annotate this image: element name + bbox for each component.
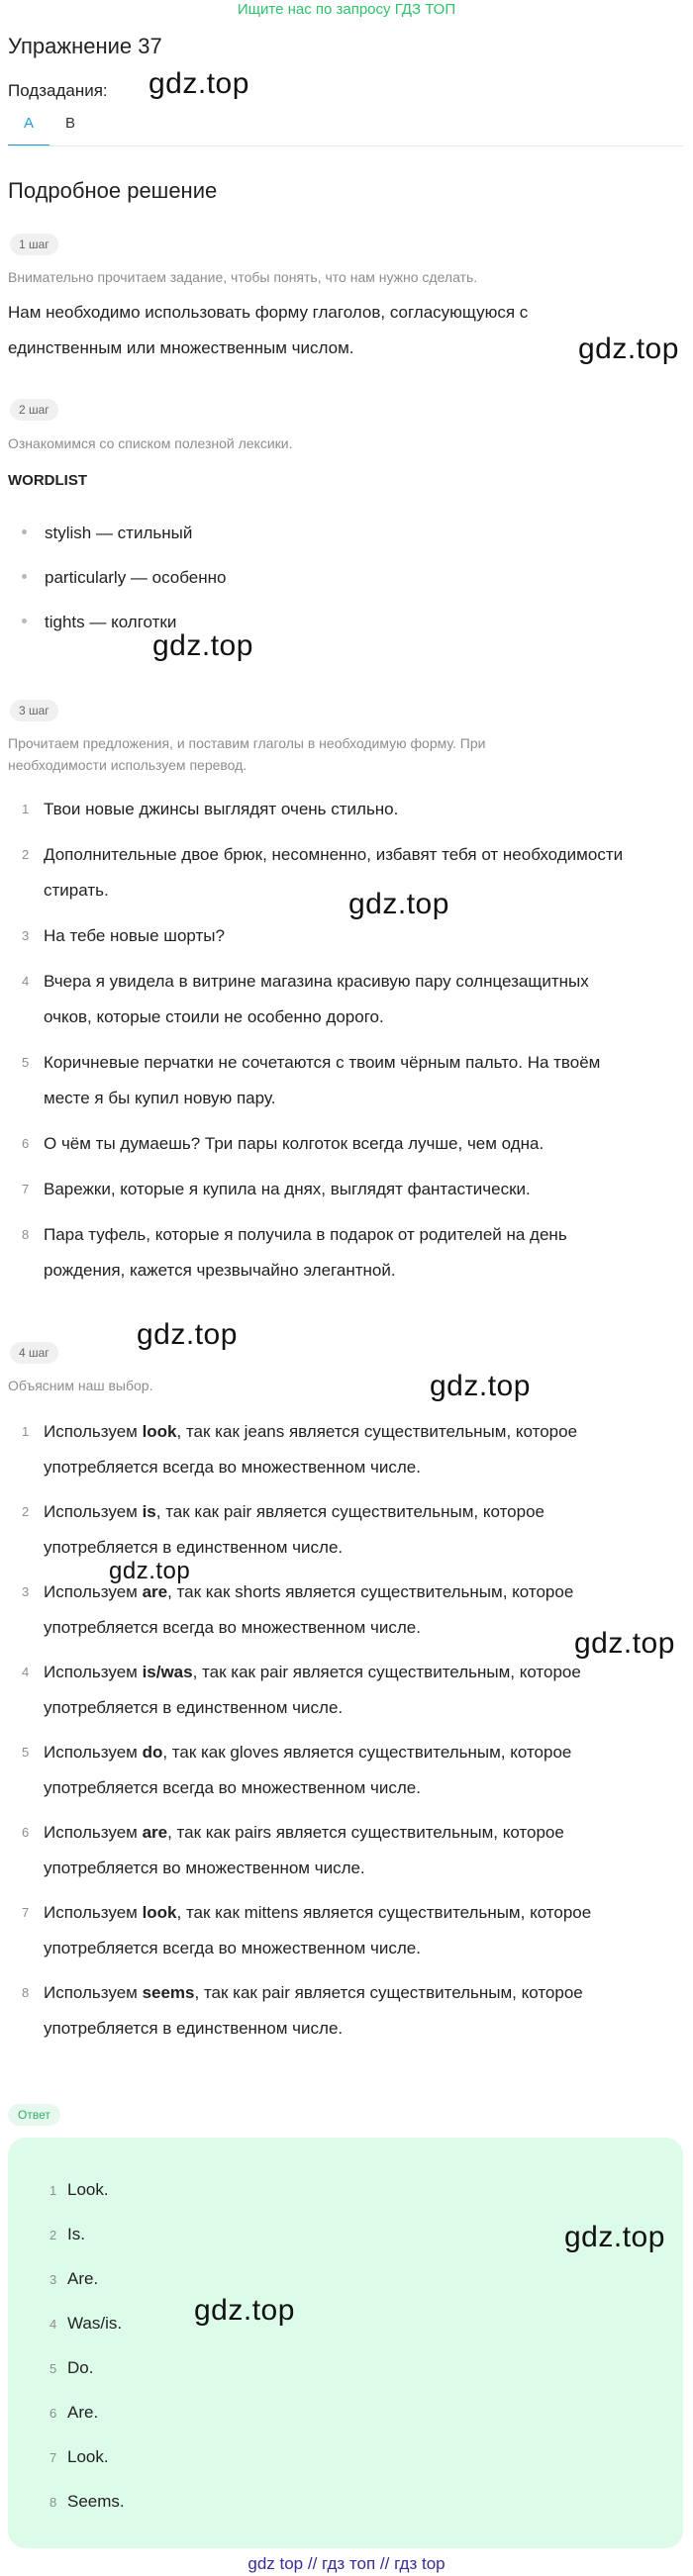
footer-link[interactable]: gdz top (248, 2554, 304, 2573)
wordlist-heading: WORDLIST (8, 472, 87, 489)
tab-b[interactable]: B (64, 115, 75, 132)
bullet-dot (22, 529, 27, 534)
subtask-tabs (8, 109, 91, 146)
bullet-dot (22, 574, 27, 579)
wordlist-item: stylish — стильный (22, 523, 192, 544)
sentence-item: 8 Пара туфель, которые я получила в подарок от родителей на день рождения, кажется чрезвычайно элегантной. (22, 1225, 567, 1280)
answer-item: 2 Is. (50, 2225, 85, 2243)
step-1-text-line-2: единственным или множественным числом. (8, 338, 354, 357)
watermark: gdz.top (564, 2221, 665, 2253)
answer-badge: Ответ (8, 2104, 60, 2126)
tab-a[interactable]: A (8, 109, 50, 146)
sentence-item: 3 На тебе новые шорты? (22, 926, 225, 945)
step-3-hint-line-2: необходимости используем перевод. (8, 757, 248, 773)
watermark: gdz.top (148, 67, 249, 100)
sentence-item: 4 Вчера я увидела в витрине магазина красивую пару солнцезащитных очков, которые стоили не особенно дорого. (22, 972, 589, 1026)
watermark: gdz.top (109, 1558, 191, 1584)
sentence-item: 5 Коричневые перчатки не сочетаются с твоим чёрным пальто. На твоём месте я бы купил новую пару. (22, 1053, 601, 1107)
wordlist-item: tights — колготки (22, 612, 176, 633)
answer-item: 5 Do. (50, 2358, 94, 2377)
explanation-item: 4 Используем is/was, так как pair является существительным, которое употребляется в единственном числе. (22, 1663, 581, 1717)
watermark: gdz.top (578, 333, 679, 365)
sentence-item: 2 Дополнительные двое брюк, несомненно, избавят тебя от необходимости стирать. (22, 845, 624, 900)
sentence-item: 6 О чём ты думаешь? Три пары колготок всегда лучше, чем одна. (22, 1134, 544, 1153)
answer-item: 3 Are. (50, 2269, 99, 2288)
sentence-item: 1 Твои новые джинсы выглядят очень стильно. (22, 800, 399, 818)
step-1-hint: Внимательно прочитаем задание, чтобы понять, что нам нужно сделать. (8, 269, 478, 285)
tabs-divider (8, 145, 683, 146)
step-2-hint: Ознакомимся со списком полезной лексики. (8, 435, 293, 451)
watermark: gdz.top (348, 888, 449, 920)
footer-link[interactable]: гдз top (394, 2554, 446, 2573)
footer-links (0, 2553, 693, 2575)
subtasks-label: Подзадания: (8, 81, 108, 100)
explanation-item: 8 Используем seems, так как pair является существительным, которое употребляется в единственном числе. (22, 1983, 583, 2038)
search-banner: Ищите нас по запросу ГДЗ ТОП (237, 1, 456, 18)
solution-title: Подробное решение (8, 178, 218, 203)
step-4-hint: Объясним наш выбор. (8, 1378, 153, 1393)
footer-separator: // (307, 2554, 318, 2573)
watermark: gdz.top (574, 1627, 675, 1660)
explanation-item: 1 Используем look, так как jeans является существительным, которое употребляется всегда во множественном числе. (22, 1422, 578, 1477)
watermark: gdz.top (152, 629, 253, 662)
exercise-title: Упражнение 37 (8, 34, 162, 58)
answer-item: 1 Look. (50, 2180, 109, 2199)
sentence-item: 7 Варежки, которые я купила на днях, выглядят фантастически. (22, 1180, 531, 1198)
step-4-badge: 4 шаг (10, 1342, 58, 1364)
footer-link[interactable]: гдз топ (322, 2554, 376, 2573)
answer-item: 8 Seems. (50, 2492, 125, 2511)
step-3-hint-line-1: Прочитаем предложения, и поставим глаголы в необходимую форму. При (8, 735, 486, 751)
answer-item: 6 Are. (50, 2403, 99, 2422)
watermark: gdz.top (137, 1318, 238, 1351)
step-1-text-line-1: Нам необходимо использовать форму глаголов, согласующуюся с (8, 303, 529, 322)
explanation-item: 7 Используем look, так как mittens является существительным, которое употребляется всегда во множественном числе. (22, 1903, 592, 1957)
watermark: gdz.top (430, 1370, 531, 1402)
explanation-item: 5 Используем do, так как gloves является существительным, которое употребляется всегда во множественном числе. (22, 1743, 572, 1797)
step-3-badge: 3 шаг (10, 700, 58, 721)
explanation-item: 2 Используем is, так как pair является существительным, которое употребляется в единственном числе. (22, 1502, 544, 1557)
bullet-dot (22, 619, 27, 623)
explanation-item: 6 Используем are, так как pairs является существительным, которое употребляется во множественном числе. (22, 1823, 564, 1877)
step-2-badge: 2 шаг (10, 399, 58, 421)
answer-item: 4 Was/is. (50, 2314, 123, 2333)
explanation-item: 3 Используем are, так как shorts является существительным, которое употребляется всегда во множественном числе. (22, 1582, 574, 1637)
step-1-badge: 1 шаг (10, 234, 58, 255)
wordlist-item: particularly — особенно (22, 567, 226, 589)
answer-item: 7 Look. (50, 2447, 109, 2466)
answer-box (8, 2138, 683, 2548)
footer-separator: // (379, 2554, 390, 2573)
watermark: gdz.top (194, 2294, 295, 2327)
